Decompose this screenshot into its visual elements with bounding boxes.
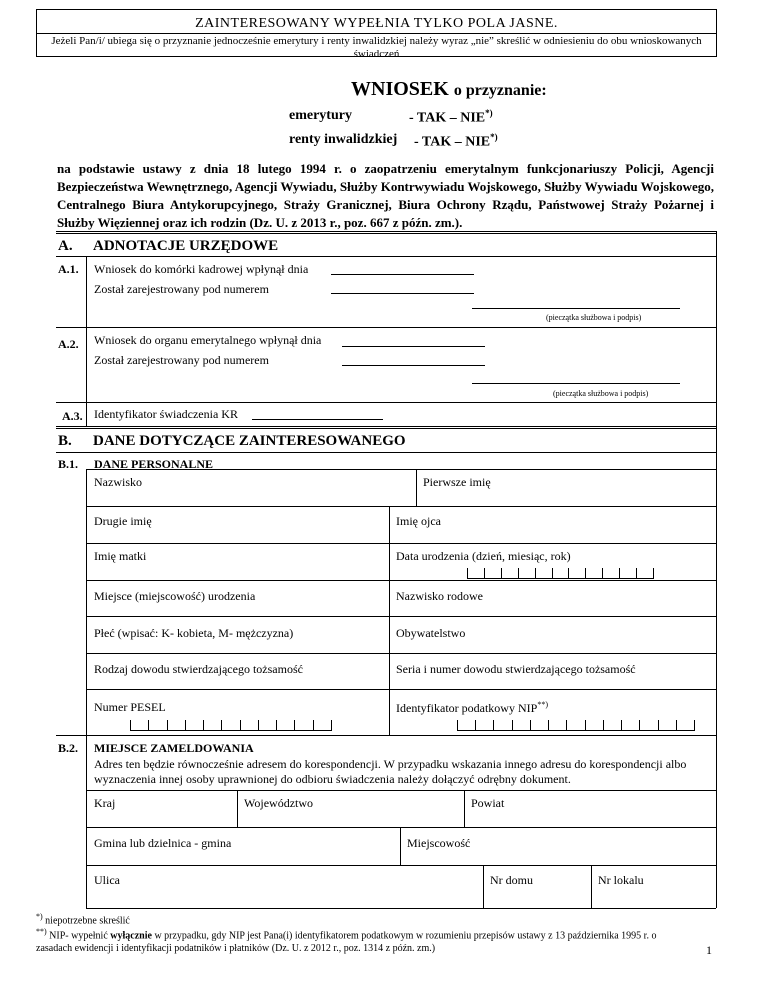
mother-name-label: Imię matki — [94, 549, 147, 563]
page-number: 1 — [706, 943, 712, 957]
footnote-mark: *) — [36, 912, 43, 921]
a2-stamp-line[interactable] — [472, 383, 680, 384]
a1-number: A.1. — [58, 262, 79, 276]
a2-registered-number-field[interactable] — [342, 365, 485, 366]
a2-received-date-field[interactable] — [342, 346, 485, 347]
b1-grid-vline — [416, 469, 417, 506]
section-b-title: DANE DOTYCZĄCE ZAINTERESOWANEGO — [93, 433, 406, 449]
option-renta-tak-nie[interactable]: - TAK – NIE — [414, 134, 491, 150]
a3-identifier-field[interactable] — [252, 419, 383, 420]
legal-basis: na podstawie ustawy z dnia 18 lutego 1994 r. o zaopatrzeniu emerytalnym funkcjonariuszy Policji, Agencji Bezpieczeństwa Wewnętrznego, Agencji Wywiadu, Służby Kontrwywiadu Wojskowego, Służby Wywiadu Wojskowego, Centralnego Biura Antykorupcyjnego, Straży Granicznej, Biura Ochrony Rządu, Państwowej Straży Pożarnej i Służby Więziennej oraz ich rodzin (Dz. U. z 2013 r., poz. 667 z późn. zm.). — [57, 161, 714, 230]
b1-grid-line — [86, 689, 716, 690]
flat-no-label: Nr lokalu — [598, 873, 644, 887]
b2-grid-vline — [400, 827, 401, 865]
nip-label — [396, 700, 548, 716]
b2-left-rule — [86, 735, 87, 908]
id-doc-number-label: Seria i numer dowodu stwierdzającego tożsamość — [396, 662, 636, 676]
b2-grid-line — [86, 790, 716, 791]
divider — [56, 256, 716, 257]
header-divider — [37, 33, 716, 34]
option-emerytury-tak-nie[interactable]: - TAK – NIE — [409, 110, 486, 126]
birth-place-label: Miejsce (miejscowość) urodzenia — [94, 589, 256, 603]
header-title: ZAINTERESOWANY WYPEŁNIA TYLKO POLA JASNE. — [195, 16, 558, 31]
section-a-letter: A. — [58, 238, 73, 254]
b1-grid-line — [86, 543, 716, 544]
header-box — [36, 9, 717, 60]
footnote-mark: **) — [36, 927, 47, 936]
b1-title: DANE PERSONALNE — [94, 457, 214, 471]
footnote-mark: *) — [490, 132, 498, 142]
b1-grid-line — [86, 580, 716, 581]
pesel-input[interactable] — [130, 720, 332, 731]
a3-label: Identyfikator świadczenia KR — [94, 407, 238, 421]
a1-received-date-field[interactable] — [331, 274, 474, 275]
voivodeship-label: Województwo — [244, 796, 314, 810]
second-name-label: Drugie imię — [94, 514, 152, 528]
country-label: Kraj — [94, 796, 116, 810]
section-b-right-rule — [716, 426, 717, 908]
house-no-label: Nr domu — [490, 873, 533, 887]
divider — [56, 327, 716, 328]
sex-label: Płeć (wpisać: K- kobieta, M- mężczyzna) — [94, 626, 294, 640]
section-b-letter: B. — [58, 433, 72, 449]
father-name-label: Imię ojca — [396, 514, 441, 528]
a2-received-label: Wniosek do organu emerytalnego wpłynął dnia — [94, 333, 322, 347]
a1-registered-number-field[interactable] — [331, 293, 474, 294]
divider — [56, 452, 716, 453]
nip-input[interactable] — [457, 720, 695, 731]
citizenship-label: Obywatelstwo — [396, 626, 466, 640]
b2-grid-line — [86, 865, 716, 866]
birth-date-input[interactable] — [467, 568, 654, 579]
section-a-left-rule — [86, 256, 87, 426]
a1-received-label: Wniosek do komórki kadrowej wpłynął dnia — [94, 262, 309, 276]
footnote-1-text: niepotrzebne skreślić — [45, 915, 130, 927]
a2-registered-label: Został zarejestrowany pod numerem — [94, 353, 269, 367]
b1-grid-line — [86, 616, 716, 617]
divider — [56, 402, 716, 403]
footnote-mark: *) — [485, 108, 493, 118]
nip-label-text: Identyfikator podatkowy NIP — [396, 701, 538, 715]
divider — [56, 735, 716, 736]
option-emerytury-label: emerytury — [289, 108, 352, 123]
b2-grid-line — [86, 827, 716, 828]
b2-number: B.2. — [58, 741, 79, 755]
footnote-2 — [36, 925, 686, 955]
b1-number: B.1. — [58, 457, 79, 471]
b2-title: MIEJSCE ZAMELDOWANIA — [94, 741, 254, 755]
town-label: Miejscowość — [407, 836, 471, 850]
section-a-right-rule — [716, 231, 717, 426]
b2-grid-line — [86, 908, 716, 909]
form-title-rest: o przyznanie: — [453, 82, 547, 99]
a1-stamp-line[interactable] — [472, 308, 680, 309]
county-label: Powiat — [471, 796, 505, 810]
commune-label: Gmina lub dzielnica - gmina — [94, 836, 232, 850]
b1-grid-line — [86, 653, 716, 654]
section-a-top-line — [56, 231, 716, 234]
id-doc-type-label: Rodzaj dowodu stwierdzającego tożsamość — [94, 662, 303, 676]
a1-stamp-label: (pieczątka służbowa i podpis) — [546, 313, 642, 322]
a2-stamp-label: (pieczątka służbowa i podpis) — [553, 389, 649, 398]
footnote-mark: **) — [537, 700, 548, 709]
b2-grid-vline — [591, 865, 592, 908]
family-name-label: Nazwisko rodowe — [396, 589, 483, 603]
b1-grid-vline-mid — [389, 506, 390, 735]
b2-grid-vline — [237, 790, 238, 827]
section-b-top-line — [56, 426, 716, 429]
first-name-label: Pierwsze imię — [423, 475, 491, 489]
surname-label: Nazwisko — [94, 475, 142, 489]
option-renta-label: renty inwalidzkiej — [289, 132, 398, 147]
b1-grid-line — [86, 506, 716, 507]
option-emerytury-choice[interactable] — [409, 108, 493, 127]
footnote-2-text-a: NIP- wypełnić — [49, 930, 108, 942]
street-label: Ulica — [94, 873, 120, 887]
footnote-2-text-b: w przypadku, gdy NIP jest Pana(i) identyfikatorem podatkowym w rozumieniu przepisów ustawy z 13 października 1995 r. o zasadach ewidencji i identyfikacji podatników i płatników (Dz. U. z 2012 r., poz. 1314 z późn. zm.) — [36, 930, 657, 955]
b2-grid-vline — [464, 790, 465, 827]
option-renta-choice[interactable] — [414, 132, 498, 151]
form-title-main: WNIOSEK — [351, 78, 449, 100]
b1-grid-left — [86, 469, 87, 735]
header-note: Jeżeli Pan/i/ ubiega się o przyznanie jednocześnie emerytury i renty inwalidzkiej należy wyraz „nie” skreślić w odniesieniu do obu wnioskowanych świadczeń — [51, 35, 702, 60]
b2-grid-vline — [483, 865, 484, 908]
birth-date-label: Data urodzenia (dzień, miesiąc, rok) — [396, 549, 571, 563]
a2-number: A.2. — [58, 337, 79, 351]
a1-registered-label: Został zarejestrowany pod numerem — [94, 282, 269, 296]
footnote-2-emphasis: wyłącznie — [110, 930, 152, 942]
b1-grid-line — [86, 469, 716, 470]
section-a-title: ADNOTACJE URZĘDOWE — [93, 238, 279, 254]
pesel-label: Numer PESEL — [94, 700, 166, 714]
a3-number: A.3. — [62, 409, 83, 423]
b2-note: Adres ten będzie równocześnie adresem do korespondencji. W przypadku wskazania innego adresu do korespondencji albo wyznaczenia innej osoby uprawnionej do odbioru świadczenia należy dołączyć odrębny dokument. — [94, 757, 687, 786]
form-title — [351, 78, 547, 101]
